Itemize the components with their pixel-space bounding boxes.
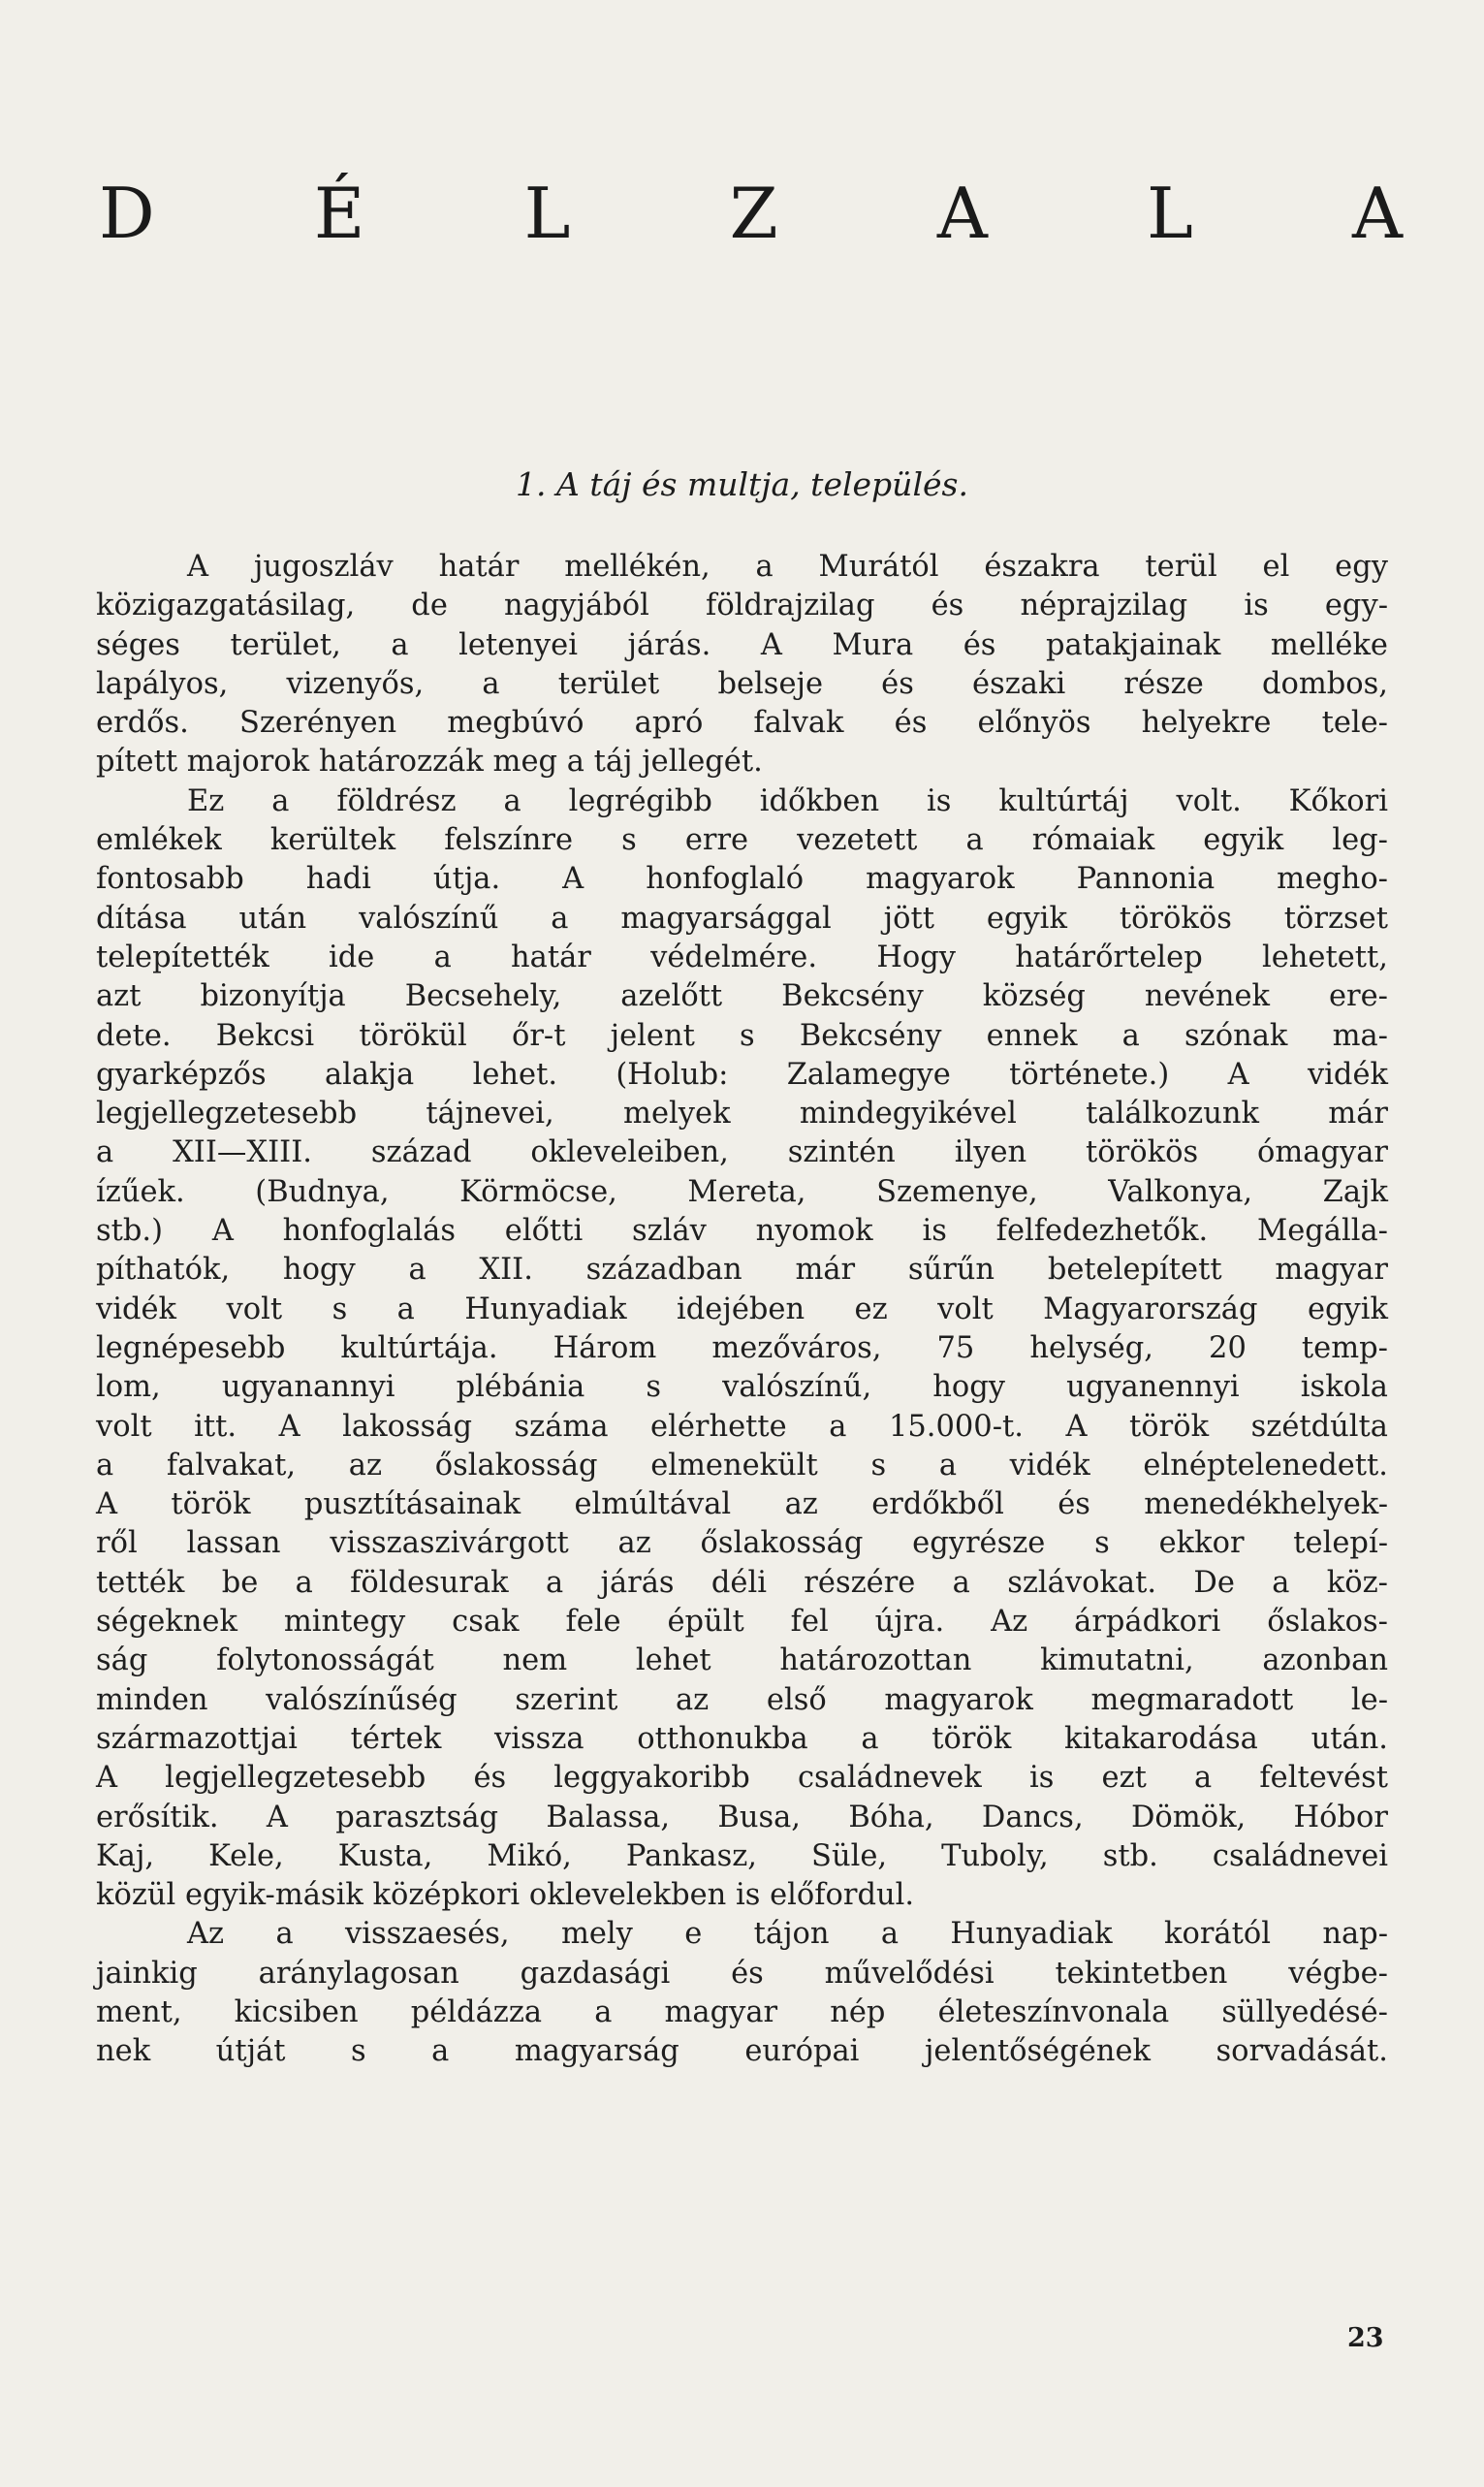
text-line: ment, kicsiben példázza a magyar nép életeszínvonala süllyedésé-: [96, 1994, 1388, 2029]
text-line: a falvakat, az őslakosság elmenekült s a vidék elnéptelenedett.: [96, 1448, 1388, 1483]
text-line: lapályos, vizenyős, a terület belseje és északi része dombos,: [96, 666, 1388, 701]
text-line: ségeknek mintegy csak fele épült fel újra. Az árpádkori őslakos-: [96, 1605, 1388, 1640]
text-line: tették be a földesurak a járás déli részére a szlávokat. De a köz-: [96, 1565, 1388, 1600]
text-line: ság folytonosságát nem lehet határozottan kimutatni, azonban: [96, 1643, 1388, 1678]
title-letter: A: [936, 173, 988, 254]
text-line: fontosabb hadi útja. A honfoglaló magyarok Pannonia megho-: [96, 862, 1388, 897]
text-line: legnépesebb kultúrtája. Három mezőváros, 75 helység, 20 temp-: [96, 1330, 1388, 1365]
text-line: ről lassan visszaszivárgott az őslakosság egyrésze s ekkor telepí-: [96, 1526, 1388, 1561]
text-line: dete. Bekcsi törökül őr-t jelent s Bekcsény ennek a szónak ma-: [96, 1018, 1388, 1053]
title-letter: Z: [729, 173, 778, 254]
text-line: nek útját s a magyarság európai jelentőségének sorvadását.: [96, 2034, 1388, 2069]
text-line: gyarképzős alakja lehet. (Holub: Zalamegye története.) A vidék: [96, 1057, 1388, 1092]
text-line: Ez a földrész a legrégibb időkben is kultúrtáj volt. Kőkori: [187, 783, 1388, 818]
text-line: erősítik. A parasztság Balassa, Busa, Bóha, Dancs, Dömök, Hóbor: [96, 1800, 1388, 1834]
body-text: [96, 548, 1388, 2072]
text-line: származottjai tértek vissza otthonukba a török kitakarodása után.: [96, 1721, 1388, 1756]
text-line: legjellegzetesebb tájnevei, melyek mindegyikével találkozunk már: [96, 1097, 1388, 1132]
text-line: Kaj, Kele, Kusta, Mikó, Pankasz, Süle, Tuboly, stb. családnevei: [96, 1838, 1388, 1873]
text-line: közül egyik-másik középkori oklevelekben is előfordul.: [96, 1878, 915, 1913]
text-line: volt itt. A lakosság száma elérhette a 15.000-t. A török szétdúlta: [96, 1409, 1388, 1444]
text-line: minden valószínűség szerint az első magyarok megmaradott le-: [96, 1682, 1388, 1717]
text-line: pített majorok határozzák meg a táj jellegét.: [96, 745, 763, 780]
text-line: azt bizonyítja Becsehely, azelőtt Bekcsény község nevének ere-: [96, 979, 1388, 1014]
title-letter: É: [313, 173, 365, 254]
text-line: dítása után valószínű a magyarsággal jött egyik törökös törzset: [96, 901, 1388, 936]
text-line: közigazgatásilag, de nagyjából földrajzilag és néprajzilag is egy-: [96, 589, 1388, 623]
paragraph-1: [96, 548, 1388, 782]
chapter-title: [99, 170, 1403, 257]
text-line: Az a visszaesés, mely e tájon a Hunyadiak korától nap-: [187, 1917, 1388, 1952]
text-line: ízűek. (Budnya, Körmöcse, Mereta, Szemenye, Valkonya, Zajk: [96, 1174, 1388, 1209]
page-number: 23: [1347, 2323, 1384, 2353]
text-line: erdős. Szerényen megbúvó apró falvak és előnyös helyekre tele-: [96, 706, 1388, 741]
title-letter: A: [1351, 173, 1403, 254]
paragraph-2: [96, 782, 1388, 1916]
title-letter: L: [1147, 173, 1193, 254]
title-letter: D: [99, 173, 155, 254]
text-line: A legjellegzetesebb és leggyakoribb családnevek is ezt a feltevést: [96, 1761, 1388, 1796]
text-line: telepítették ide a határ védelmére. Hogy határőrtelep lehetett,: [96, 940, 1388, 974]
text-line: stb.) A honfoglalás előtti szláv nyomok is felfedezhetők. Megálla-: [96, 1214, 1388, 1249]
text-line: jainkig aránylagosan gazdasági és művelődési tekintetben végbe-: [96, 1956, 1388, 1991]
text-line: vidék volt s a Hunyadiak idejében ez volt Magyarország egyik: [96, 1291, 1388, 1326]
text-line: lom, ugyanannyi plébánia s valószínű, hogy ugyanennyi iskola: [96, 1370, 1388, 1405]
title-letter: L: [523, 173, 571, 254]
paragraph-3: [96, 1915, 1388, 2071]
section-heading: 1. A táj és multja, település.: [516, 465, 968, 503]
text-line: séges terület, a letenyei járás. A Mura és patakjainak melléke: [96, 627, 1388, 662]
text-line: a XII—XIII. század okleveleiben, szintén ilyen törökös ómagyar: [96, 1135, 1388, 1170]
text-line: A jugoszláv határ mellékén, a Murától északra terül el egy: [187, 550, 1388, 584]
text-line: emlékek kerültek felszínre s erre vezetett a rómaiak egyik leg-: [96, 823, 1388, 858]
text-line: A török pusztításainak elmúltával az erdőkből és menedékhelyek-: [96, 1487, 1388, 1522]
text-line: píthatók, hogy a XII. században már sűrűn betelepített magyar: [96, 1253, 1388, 1288]
